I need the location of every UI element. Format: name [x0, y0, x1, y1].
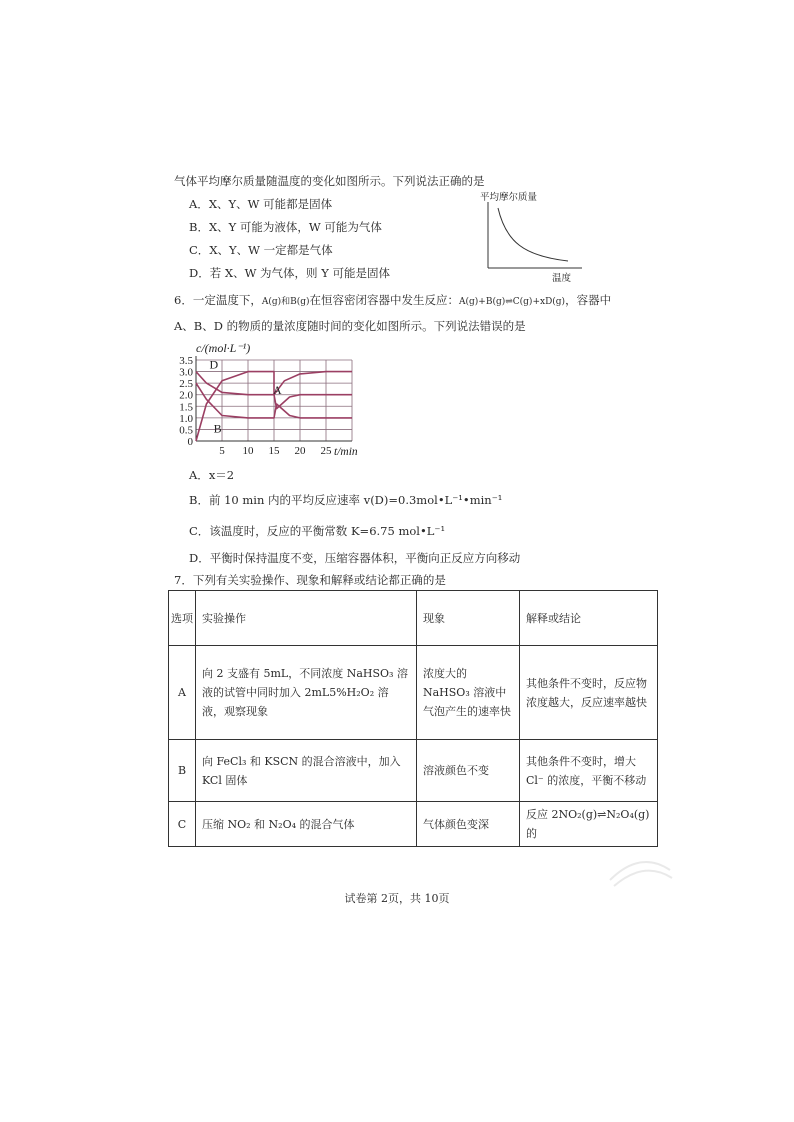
q6-stem-line2: A、B、D 的物质的量浓度随时间的变化如图所示。下列说法错误的是 [174, 319, 526, 333]
y-tick-label: 2.5 [179, 378, 193, 391]
y-tick-label: 1.0 [179, 412, 193, 425]
q6-option-c: C．该温度时，反应的平衡常数 K=6.75 mol•L⁻¹ [189, 524, 446, 538]
page-footer: 试卷第 2页，共 10页 [344, 892, 450, 905]
chart-ylabel: c/(mol·L⁻¹) [196, 341, 251, 355]
q5-option-d: D．若 X、W 为气体，则 Y 可能是固体 [189, 266, 390, 280]
q5-option-c: C．X、Y、W 一定都是气体 [189, 243, 333, 257]
chart-xlabel: t/min [334, 446, 358, 458]
q5-molar-mass-graph [472, 188, 592, 284]
y-tick-label: 3.5 [179, 355, 193, 367]
table-row [169, 802, 658, 847]
q5-curve [498, 208, 568, 261]
row-a-operation: 向 2 支盛有 5mL，不同浓度 NaHSO₃ 溶液的试管中同时加入 2mL5%H₂O₂ 溶液，观察现象 [196, 646, 417, 740]
y-tick-label: 3.0 [179, 366, 193, 379]
q6-concentration-chart [168, 336, 368, 460]
header-operation: 实验操作 [196, 591, 417, 646]
row-a-option: A [169, 646, 196, 740]
q5-graph-ylabel: 平均摩尔质量 [480, 193, 538, 203]
row-c-option: C [169, 802, 196, 847]
row-c-operation: 压缩 NO₂ 和 N₂O₄ 的混合气体 [196, 802, 417, 847]
q5-option-b: B．X、Y 可能为液体，W 可能为气体 [189, 220, 382, 234]
table-header-row [169, 591, 658, 646]
y-tick-label: 0.5 [179, 424, 193, 437]
q5-stem: 气体平均摩尔质量随温度的变化如图所示。下列说法正确的是 [174, 174, 485, 188]
series-label-d: D [209, 357, 219, 372]
series-label-a: A [273, 383, 282, 398]
row-b-phenomenon: 溶液颜色不变 [417, 740, 520, 802]
y-tick-label: 1.5 [179, 401, 193, 414]
header-option: 选项 [169, 591, 196, 646]
row-c-conclusion: 反应 2NO₂(g)⇌N₂O₄(g) 的 [520, 802, 658, 847]
q6-option-d: D．平衡时保持温度不变，压缩容器体积，平衡向正反应方向移动 [189, 551, 521, 565]
y-tick-label: 2.0 [179, 389, 193, 402]
q6-stem-line1: 6．一定温度下，A(g)和B(g)在恒容密闭容器中发生反应：A(g)+B(g)⇌C(g)+xD(g)，容器中 [174, 293, 612, 307]
x-tick-label: 5 [219, 445, 225, 457]
table-row [169, 646, 658, 740]
q7-table [168, 590, 658, 847]
x-tick-label: 20 [294, 445, 306, 457]
row-c-phenomenon: 气体颜色变深 [417, 802, 520, 847]
y-tick-label: 0 [187, 436, 193, 448]
x-tick-label: 10 [242, 445, 254, 457]
row-b-conclusion: 其他条件不变时，增大 Cl⁻ 的浓度，平衡不移动 [520, 740, 658, 802]
row-b-operation: 向 FeCl₃ 和 KSCN 的混合溶液中，加入 KCl 固体 [196, 740, 417, 802]
q6-reactants: A(g)和B(g) [261, 297, 310, 307]
q5-graph-xlabel: 温度 [552, 274, 572, 284]
q6-equation: A(g)+B(g)⇌C(g)+xD(g) [459, 297, 566, 307]
q6-option-b: B．前 10 min 内的平均反应速率 v(D)=0.3mol•L⁻¹•min⁻¹ [189, 493, 503, 507]
row-a-conclusion: 其他条件不变时，反应物浓度越大，反应速率越快 [520, 646, 658, 740]
table-row [169, 740, 658, 802]
header-conclusion: 解释或结论 [520, 591, 658, 646]
x-tick-label: 15 [268, 445, 280, 457]
q5-option-a: A．X、Y、W 可能都是固体 [189, 197, 333, 211]
header-phenomenon: 现象 [417, 591, 520, 646]
series-label-b: B [213, 421, 222, 436]
row-b-option: B [169, 740, 196, 802]
q6-option-a: A．x＝2 [189, 468, 235, 482]
q7-stem: 7．下列有关实验操作、现象和解释或结论都正确的是 [174, 573, 446, 587]
x-tick-label: 25 [320, 445, 332, 457]
row-a-phenomenon: 浓度大的 NaHSO₃ 溶液中气泡产生的速率快 [417, 646, 520, 740]
